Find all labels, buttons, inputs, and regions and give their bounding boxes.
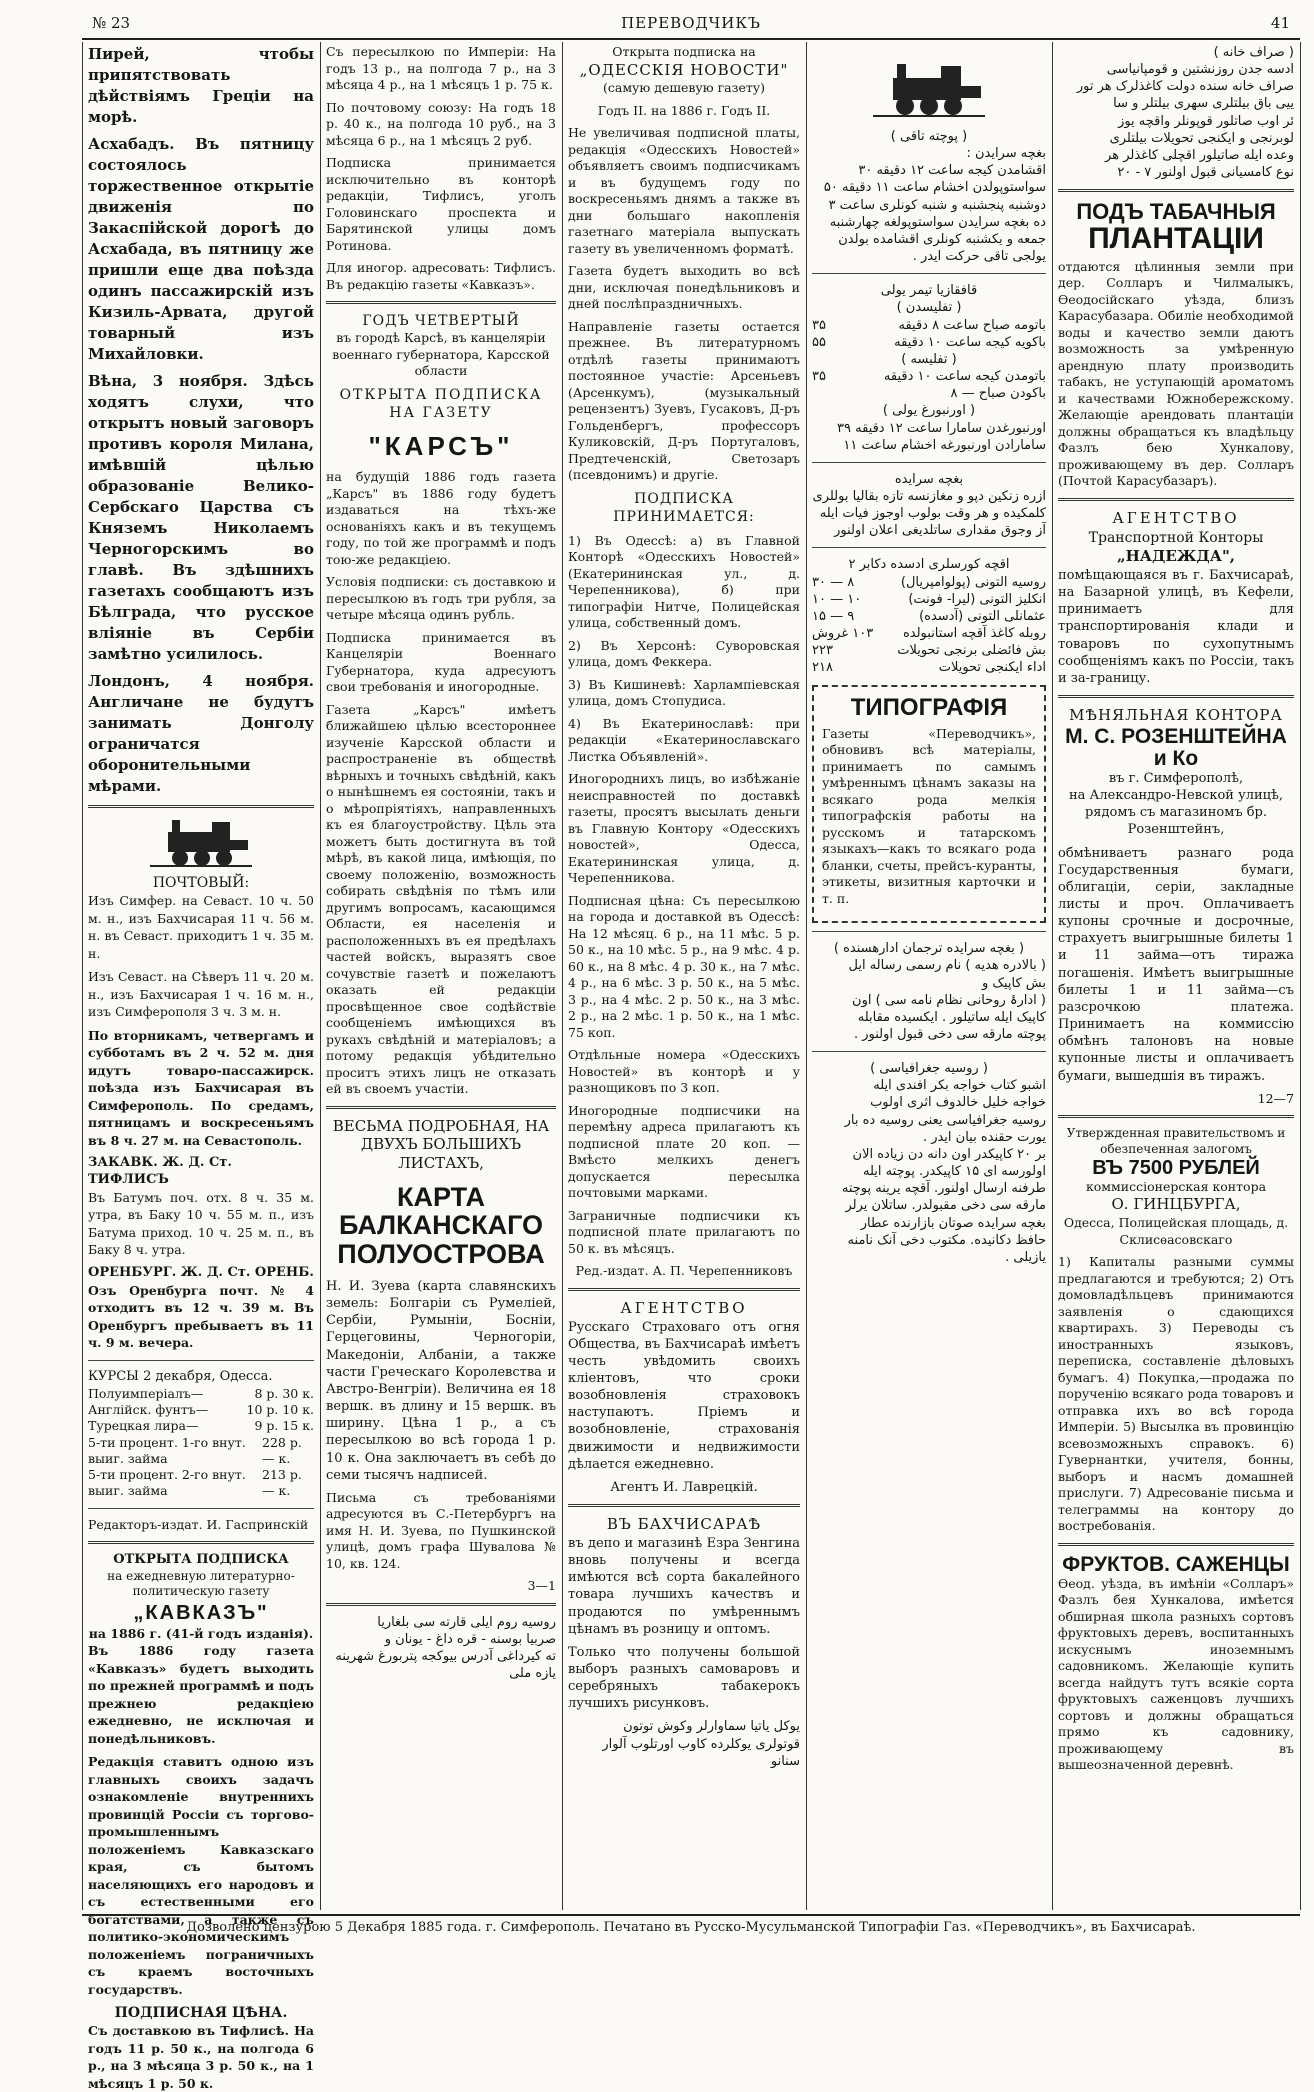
column-rule <box>562 42 563 1910</box>
kars-text-3: Подписка принимается въ Канцеляріи Военнаго Губернатора, куда адресуютъ свои требованія и иногородные. <box>326 629 556 695</box>
news-ashgabat: Асхабадъ. Въ пятницу состоялось торжественное открытіе движенія по Закаспійской дорогѣ до Асхабада, въ пятницу же пришли еще два поѣзда одинъ пассажирскій изъ Кизиль-Арвата, другой товарный изъ Михайловки. <box>88 135 314 363</box>
divider <box>88 1541 314 1544</box>
ginzburg-amount: ВЪ 7500 РУБЛЕЙ <box>1092 1156 1260 1179</box>
geography-book-line: بر ۲۰ کاپیکدر اون دانه دن زیاده الان <box>852 1146 1046 1162</box>
ginzburg-sub: коммиссіонерская контора <box>1085 1178 1267 1194</box>
currency-rate-row-value: ۱۰۳ غروش <box>812 626 874 642</box>
exchange-office-line: نوع کامسیانی قبول اولنور ۷ - ۲۰ <box>1117 165 1294 181</box>
currency-rate-row <box>812 625 1046 642</box>
transcaucasus-schedule: Въ Батумъ поч. отх. 8 ч. 35 м. утра, въ Баку 10 ч. 55 м. п., изъ Батума приход. 10 ч. 25 м. п., въ Баку 8 ч. утра. <box>88 1189 314 1258</box>
page-header <box>82 10 1300 36</box>
odessa-text-8: Заграничные подписчики къ подписной плате прилагаютъ по 50 к. въ мѣсяцъ. <box>568 1207 800 1256</box>
exchange-rate-name: 5-ти процент. 1-го внут. выиг. займа <box>88 1434 246 1466</box>
map-title: КАРТА БАЛКАНСКАГО ПОЛУОСТРОВА <box>337 1181 545 1269</box>
divider <box>326 1106 556 1109</box>
plantation-title-2: ПЛАНТАЦІИ <box>1088 222 1264 256</box>
ginzburg-text: 1) Капиталы разными суммы предлагаются и требуются; 2) Отъ домовладѣльцевъ принимаются заявленія о сдающихся квартирахъ. 3) Переводы съ иностранныхъ языковъ, переписка, составленіе дѣловыхъ бумагъ. 4) Покупка,—продажа по порученію всякаго рода товаровъ и отправка ихъ во всѣ города Имперіи. 5) Высылка въ провинцію всевозможныхъ справокъ. 6) Гувернантки, учителя, бонны, выборъ и насмъ домашней прислуги. 7) Адресованіе письма и телеграммы на контору до востребованія. <box>1058 1254 1294 1534</box>
nadezhda-text: помѣщающаяся въ г. Бахчисараѣ, на Базарной улицѣ, въ Кефели, принимаетъ для транспортированія клади и товаровъ по сухопутнымъ сообщеніямъ какъ по Россіи, такъ и за-границу. <box>1058 567 1294 686</box>
rosenstein-address: на Александро-Невской улицѣ, рядомъ съ магазиномъ бр. Розенштейнъ, <box>1069 788 1283 838</box>
divider <box>812 462 1046 463</box>
caucasus-row-text: باکودن صباح — ۸ <box>950 386 1046 402</box>
odessa-sub-3: 3) Въ Кишиневѣ: Харлампіевская улица, домъ Стопудиса. <box>568 676 800 709</box>
geography-book-line: طرفنه ارسال اولنور. آقچه یرینه پوچته <box>841 1181 1046 1197</box>
map-heading: ВЕСЬМА ПОДРОБНАЯ, НА ДВУХЪ БОЛЬШИХЪ ЛИСТАХЪ, <box>332 1116 550 1173</box>
currency-rate-row-text: روبله کاغذ آقچه استانبولده <box>902 626 1046 642</box>
transcaucasus-title: ЗАКАВК. Ж. Д. Ст. ТИФЛИСЪ <box>88 1155 232 1188</box>
divider <box>812 931 1046 932</box>
divider <box>88 805 314 808</box>
currency-rate-row-value: ۲۱۸ <box>812 660 833 676</box>
odessa-text-3: Направленіе газеты остается прежнее. Въ литературномъ отдѣлѣ газеты принимаютъ постоянное участіе: Арсеньевъ (Арсенкумъ), (музыкальный рецензентъ) Зуевъ, Гусаковъ, Д-ръ Гольденбергъ, профессоръ Куликовскій, Д-ръ Португаловъ, Предтеченскій, Светозаръ (псевдонимъ) и другіе. <box>568 318 800 483</box>
column-1 <box>88 44 314 2091</box>
divider <box>88 1360 314 1361</box>
rosenstein-heading: МѢНЯЛЬНАЯ КОНТОРА <box>1069 706 1283 724</box>
insurance-text: Русскаго Страховаго отъ огня Общества, въ Бахчисараѣ имѣетъ честь увѣдомить своихъ кліентовъ, что сроки возобновленія страховокъ наступаютъ. Пріемъ и возобновленіе, страхованія движимости и недвижимости дѣлается ежедневно. <box>568 1319 800 1472</box>
divider <box>812 1051 1046 1052</box>
postal-schedule-3: По вторникамъ, четвергамъ и субботамъ въ 2 ч. 52 м. дня идутъ товаро-пассажирск. поѣзда изъ Бахчисарая въ Симферополь. По средамъ, пятницамъ и воскресеньямъ въ 8 ч. 27 м. на Севастополь. <box>88 1027 314 1148</box>
postal-title: ПОЧТОВЫЙ: <box>152 875 250 891</box>
odessa-text-4: Иногороднихъ лицъ, во избѣжаніе неисправностей по доставкѣ газеты, просятъ высылать деньги въ Главную Контору «Одесскихъ новостей», Одесса, Екатерининская улица, д. Черепенникова. <box>568 771 800 886</box>
bakhchisaray-text-2: Только что получены большой выборъ разныхъ самоваровъ и серебряныхъ табакерокъ лучшихъ рисунковъ. <box>568 1644 800 1712</box>
post-train-line: سواستوپولدن اخشام ساعت ۱۱ دقیقه ۵۰ <box>823 180 1046 196</box>
currency-rate-row-text: انکلیز التونی (لیرا- فونت) <box>908 591 1046 607</box>
map-text-1: Н. И. Зуева (карта славянскихъ земель: Болгаріи съ Румеліей, Сербіи, Румыніи, Босніи, Герцеговины, Черногоріи, Македоніи, Албаніи, а также части Греческаго Королевства и Австро-Венгріи). Величина ея 18 вершк. въ длину и 15 вершк. въ ширину. Цѣна 1 р., а съ пересылкою во всѣ города 1 р. 10 к. Она заключаетъ въ себѣ до семи тысячъ надписей. <box>326 1279 556 1483</box>
post-train-title: ( پوچته تاقی ) <box>890 129 968 144</box>
map-number: 3—1 <box>527 1578 556 1594</box>
divider <box>1058 695 1294 698</box>
currency-rate-row-value: ۱۰ — ۱۰ <box>812 591 862 607</box>
header-rule <box>82 38 1300 40</box>
divider <box>326 301 556 304</box>
divider <box>1058 1543 1294 1546</box>
divider <box>568 1288 800 1291</box>
kavkaz-text-1: Въ 1886 году газета «Кавказъ» будетъ выходить по прежней программѣ и подъ прежнею редакціею ежедневно, не исключая и понедѣльниковъ. <box>88 1643 314 1746</box>
ginzburg-heading: Утвержденная правительствомъ и обезпеченная залогомъ <box>1066 1126 1286 1157</box>
kavkaz-address: Для иногор. адресовать: Тифлисъ. Въ редакцію газеты «Кавказъ». <box>326 260 556 292</box>
caucasus-row <box>812 385 1046 402</box>
column-rule <box>806 42 807 1910</box>
caucasus-row-value: ۵۵ <box>812 334 826 350</box>
map-tatar-1: روسیه روم ایلی قارته سی بلغاریا <box>377 1614 556 1630</box>
caucasus-row-value: ۳۵ <box>812 317 826 333</box>
divider <box>88 1508 314 1509</box>
map-text-2: Письма съ требованіями адресуются въ С.-Петербургъ на имя Н. И. Зуева, по Пушкинской улицѣ, домъ графа Шувалова № 10, кв. 124. <box>326 1489 556 1571</box>
column-4 <box>812 44 1046 1906</box>
bakhchisaray-text-1: въ депо и магазинѣ Езра Зенгина вновь получены и всегда имѣются всѣ сорта бакалейного товара лучшихъ качествъ и продаются по умѣреннымъ цѣнамъ въ розницу и оптомъ. <box>568 1535 800 1637</box>
caucasus-schedule-1 <box>812 317 1046 351</box>
currency-rate-row <box>812 591 1046 608</box>
divider <box>1058 189 1294 192</box>
currency-rate-row-value: ۲۲۳ <box>812 643 833 659</box>
caucasus-from-tiflis: ( تفلیسدن ) <box>896 300 962 316</box>
translator-office-line: ( ادارۂ روحانی نظام نامه سی ) اون <box>852 992 1046 1008</box>
currency-rate-row <box>812 574 1046 591</box>
post-train-line: جمعه و یکشنبه کونلری اقشامده بولدن <box>838 231 1046 247</box>
geography-book-line: اشبو کتاب خواجه بکر افندی ایله <box>873 1078 1046 1094</box>
kars-text-1: на будущій 1886 годъ газета „Карсъ" въ 1886 году будетъ издаваться на тѣхъ-же основаніяхъ какъ и въ текущемъ году, по той же программѣ и подъ тою-же редакціею. <box>326 469 556 567</box>
fruit-text: Ѳеод. уѣзда, въ имѣніи «Солларъ» Фазлъ бея Хункалова, имѣется обширная школа разныхъ сортовъ фруктовыхъ деревъ, воспитанныхъ искуснымъ иноземнымъ садовникомъ. Желающіе купить всегда найдутъ тутъ всякіе сорта фруктовыхъ саженцовъ лучшихъ сортовъ и должны обращаться прямо къ садовнику, проживающему въ вышеозначенной деревнѣ. <box>1058 1575 1294 1773</box>
exchange-rate-name: Англійск. фунтъ— <box>88 1402 209 1417</box>
typography-text: Газеты «Переводчикъ», обновивъ всѣ матеріалы, принимаетъ по самымъ умѣреннымъ цѣнамъ заказы на всякаго рода мелкія типографскія работы на русскомъ и татарскомъ языкахъ—какъ то всякаго рода бланки, счеты, прейсъ-куранты, этикеты, визитныя карточки и т. п. <box>822 725 1036 906</box>
caucasus-row-value: ۳۵ <box>812 369 826 385</box>
postal-schedule-1: Изъ Симфер. на Севаст. 10 ч. 50 м. н., изъ Бахчисарая 11 ч. 56 м. н. въ Севаст. приходитъ 1 ч. 35 м. н. <box>88 893 314 961</box>
price-text: Съ доставкою въ Тифлисѣ. На годъ 11 р. 50 к., на полгода 6 р., на 3 мѣсяца 3 р. 50 к., на 1 мѣсяцъ 1 р. 50 к. <box>88 2023 314 2091</box>
bakhchisaray-notice: ازره زنکین دپو و مغازنسه تازه بقالیا بوللری کلمکیده و هر وقت بولوب اوجوز فیات ایله آز وجوق مقداری ساتلدیغی اعلان اولنور <box>812 488 1046 539</box>
kars-year: ГОДЪ ЧЕТВЕРТЫЙ <box>362 313 520 329</box>
geography-book-line: بغچه سرایده صوتان بازارنده عطار <box>860 1215 1046 1231</box>
caucasus-row-text: باتومه صباح ساعت ۸ دقیقه <box>898 317 1046 333</box>
orenburg-title: ОРЕНБУРГ. Ж. Д. Ст. ОРЕНБ. <box>88 1264 314 1280</box>
currency-rate-row <box>812 608 1046 625</box>
nadezhda-sub: Транспортной Конторы <box>1088 529 1264 546</box>
column-2 <box>326 44 556 1906</box>
translator-office-line: بش کاپیک و <box>981 975 1046 991</box>
kavkaz-text-2: Редакція ставитъ одною изъ главныхъ своихъ задачъ ознакомленіе внутреннихъ провинцій Россіи съ торгово-промышленнымъ положеніемъ Кавказскаго края, съ бытомъ населяющихъ его народовъ и съ естественными его богатствами, а также съ политико-экономическимъ положеніемъ пограничныхъ съ краемъ восточныхъ государствъ. <box>88 1754 314 1997</box>
orenburg-rail-schedule <box>812 420 1046 454</box>
exchange-rate-row <box>88 1418 314 1434</box>
divider <box>326 1603 556 1606</box>
kavkaz-subheading: на ежедневную литературно-политическую газету <box>107 1568 295 1599</box>
exchange-rate-row <box>88 1386 314 1402</box>
newspaper-title: ПЕРЕВОДЧИКЪ <box>621 14 761 32</box>
currency-rates-title: اقچه کورسلری ادسده دکابر ۲ <box>848 557 1010 573</box>
kavkaz-subscription: Подписка принимается исключительно въ конторѣ редакціи, Тифлисъ, уголъ Головинскаго проспекта и Барятинской улицы домъ Ротинова. <box>326 155 556 253</box>
translator-office-line: کاپیک ایله ساتیلور . ایکسیده مقابله <box>857 1009 1046 1025</box>
currency-rate-row-value: ۸ — ۳۰ <box>812 574 855 590</box>
nadezhda-name: „НАДЕЖДА", <box>1116 547 1236 566</box>
divider <box>1058 1115 1294 1118</box>
news-greece: Пирей, чтобы припятствовать дѣйствіямъ Греціи на морѣ. <box>88 45 314 126</box>
caucasus-rail-title: قافقازیا تیمر یولی <box>880 283 978 299</box>
odessa-text-5: Подписная цѣна: Съ пересылкою на города и доставкой въ Одессѣ: На 12 мѣсяц. 6 р., на 11 мѣс. 5 р. 50 к., на 10 мѣс. 5 р., на 9 мѣс. 4 р. 60 к., на 8 мѣс. 4 р. 30 к., на 7 мѣс. 4 р., на 6 мѣс. 3 р. 50 к., на 5 мѣс. 3 р., на 4 мѣс. 2 р. 50 к., на 3 мѣс. 2 р., на 2 мѣс. 1 р. 50 к., на 1 мѣс. 75 коп. <box>568 892 800 1040</box>
geography-book-line: خواجه خلیل خالدوف اثری اولوب <box>870 1095 1046 1111</box>
kars-text-4: Газета „Карсъ" имѣетъ ближайшею цѣлью всестороннее изученіе Карсской области и распространеніе въ обществѣ вѣрныхъ и точныхъ свѣдѣній, какъ о нынѣшнемъ ея состояніи, такъ и о мѣропріятіяхъ, направленныхъ къ ея благоустройству. Цѣль эта можетъ быть достигнута въ той мѣрѣ, въ какой лица, имѣющія, по своему положенію, возможность собирать свѣдѣнія по тѣмъ или другимъ вопросамъ, касающимся Области, ея населенія и расположенныхъ въ ея предѣлахъ частей войскъ, выразятъ свое сочувствіе газетѣ и пожелаютъ оказать ей редакціи просвѣщенное свое содѣйствіе сообщеніемъ имѣющихся въ рукахъ свѣдѣній и матеріаловъ; а потому редакція убѣдительно проситъ этихъ лицъ не отказать ей въ своемъ участіи. <box>326 701 556 1097</box>
exchange-office-line: صراف خانه سنده دولت کاغذلرک هر تور <box>1076 79 1294 95</box>
exchange-office-line: وعده ایله صاتیلور اقچلی کاغذلر هر <box>1105 147 1294 163</box>
divider <box>812 273 1046 274</box>
kars-intro: въ городѣ Карсѣ, въ канцеляріи военнаго губернатора, Карсской области <box>332 330 550 379</box>
plantation-title: ПОДЪ ТАБАЧНЫЯ <box>1076 199 1276 225</box>
exchange-office-tatar <box>1058 44 1294 181</box>
caucasus-row-text: باکویه کیجه ساعت ۱۰ دقیقه <box>894 334 1046 350</box>
odessa-sub-2: 2) Въ Херсонѣ: Суворовская улица, домъ Феккера. <box>568 637 800 670</box>
column-rule <box>82 42 83 1910</box>
odessa-text-7: Иногородные подписчики на перемѣну адреса прилагаютъ къ подписной плате 20 коп. — Вмѣсто мелкихъ денегъ допускается пересылка почтовыми марками. <box>568 1102 800 1201</box>
exchange-rate-value: 10 р. 10 к. <box>246 1402 314 1417</box>
kavkaz-empire-price: Съ пересылкою по Имперіи: На годъ 13 р., на полгода 7 р., на 3 мѣсяца 4 р., на 1 мѣсяцъ 1 р. 75 к. <box>326 44 556 92</box>
map-tatar-2: صربیا بوسنه - قره داغ - یونان و <box>384 1632 556 1648</box>
currency-rate-row-value: ۹ — ۱۵ <box>812 608 855 624</box>
exchange-rate-value: 8 р. 30 к. <box>254 1385 314 1401</box>
postal-schedule-2: Изъ Севаст. на Сѣверъ 11 ч. 20 м. н., изъ Бахчисарая 1 ч. 16 м. н., изъ Симферополя 3 ч. 3 м. н. <box>88 969 314 1020</box>
price-title: ПОДПИСНАЯ ЦѢНА. <box>114 2005 288 2022</box>
typography-ad <box>812 685 1046 924</box>
odessa-sub: (самую дешевую газету) <box>603 80 765 96</box>
exchange-office-line: لوبرنجی و ایکنجی تحویلات بیلتلری <box>1109 130 1294 146</box>
caucasus-row <box>812 317 1046 334</box>
bakhchisaray-tatar-2: قوتولری یوکلرده کاوب اورتلوب آلوار <box>602 1736 800 1752</box>
censorship-footer: Дозволено цензурою 5 Декабря 1885 года. г. Симферополь. Печатано въ Русско-Мусульманской Типографіи Газ. «Переводчикъ», въ Бахчисараѣ. <box>82 1914 1300 1935</box>
exchange-rate-name: Полуимперіалъ— <box>88 1385 204 1401</box>
geography-book-line: یازیلی . <box>1005 1249 1046 1265</box>
plantation-text: отдаются цѣлинныя земли при дер. Солларъ и Чилмалыкъ, Ѳеодосійскаго уѣзда, близъ Карасубазара. Обиліе необходимой воды и качество земли даютъ возможность за умѣренную арендную плату производить табакъ, не уступающій ароматомъ и качествами Южнобережскому. Желающіе арендовать плантаціи должны обращаться къ владѣльцу Фазлъ бею Хункалову, проживающему въ дер. Солларъ (Почтой Карасубазаръ). <box>1058 258 1294 489</box>
orenburg-rail-line: سامارادن اورنبورغه اخشام ساعت ۱۱ <box>843 437 1046 453</box>
currency-rate-row <box>812 659 1046 676</box>
bakhchisaray-title: ВЪ БАХЧИСАРАѢ <box>606 1515 762 1534</box>
geography-book-line: حافظ دکانیده. مکتوب دخی آنک نامنه <box>847 1232 1046 1248</box>
geography-book-line: مارقه سی دخی مقبولدر. ساتلان یرلر <box>845 1198 1046 1214</box>
geography-book-line: اولورسه ای ۱۵ کاپیکدر. پوچته ایله <box>862 1164 1046 1180</box>
translator-office-text <box>812 957 1046 1043</box>
divider <box>568 1504 800 1507</box>
map-tatar-3: ته کیرداغی آدرس بیوکجه پتربورغ شهرینه <box>335 1649 556 1665</box>
bakhchisaray-tatar-1: یوکل یاتیا سماوارلر وکوش توتون <box>623 1719 800 1735</box>
exchange-office-line: ادسه جدن روزنشتین و قومپانیاسی <box>1106 62 1294 78</box>
news-london: Лондонъ, 4 ноября. Англичане не будутъ занимать Донголу ограничатся оборонительными мѣрами. <box>88 672 314 795</box>
orenburg-rail-title: ( اورنبورغ یولی ) <box>882 403 976 419</box>
odessa-sub-1: 1) Въ Одессѣ: а) въ Главной Конторѣ «Одесскихъ Новостей» (Екатерининская ул., д. Черепенникова), б) при типографіи Нитче, Полицейская улица, собственный домъ. <box>568 532 800 631</box>
caucasus-row <box>812 334 1046 351</box>
exchange-rates-list <box>88 1386 314 1500</box>
geography-book-text <box>812 1077 1046 1266</box>
issue-number: № 23 <box>92 14 131 32</box>
divider <box>1058 498 1294 501</box>
locomotive-icon <box>869 58 989 118</box>
exchange-rate-value: 228 р. — к. <box>262 1434 302 1466</box>
currency-rate-row-text: عثمانلی التونی (آدسده) <box>919 608 1046 624</box>
column-3 <box>568 44 800 1906</box>
caucasus-row <box>812 368 1046 385</box>
odessa-name: „ОДЕССКІЯ НОВОСТИ" <box>579 60 789 79</box>
exchange-rate-row <box>88 1467 314 1500</box>
post-train-line: ده بغچه سرایدن سواستوپولغه چهارشنبه <box>829 214 1046 230</box>
odessa-subscription-head: ПОДПИСКА ПРИНИМАЕТСЯ: <box>613 490 755 526</box>
post-train-line: اقشامدن کیجه ساعت ۱۲ دقیقه ۳۰ <box>858 163 1046 179</box>
page-number: 41 <box>1270 14 1290 32</box>
fruit-title: ФРУКТОВ. САЖЕНЦЫ <box>1062 1552 1290 1576</box>
exchange-rates-title: КУРСЫ 2 декабря, Одесса. <box>88 1368 273 1384</box>
post-train-line: یولجی تاقی حرکت ایدر . <box>912 249 1046 265</box>
currency-rate-row-text: بش فائضلی برنجی تحویلات <box>897 643 1046 659</box>
map-tatar-4: یازه ملی <box>509 1666 556 1682</box>
typography-title: ТИПОГРАФІЯ <box>850 693 1008 721</box>
locomotive-icon <box>146 816 256 868</box>
odessa-year: Годъ II. на 1886 г. Годъ II. <box>597 102 771 118</box>
editor-line: Редакторъ-издат. И. Гаспринскій <box>88 1516 309 1532</box>
kavkaz-union-price: По почтовому союзу: На годъ 18 р. 40 к., на полгода 10 руб., на 3 мѣсяца 6 р., на 1 мѣсяцъ 2 руб. <box>326 99 556 148</box>
insurance-title: АГЕНТСТВО <box>620 1298 748 1317</box>
bakhchisaray-notice-title: بغچه سرایده <box>894 471 964 487</box>
insurance-signature: Агентъ И. Лаврецкій. <box>610 1479 758 1495</box>
kavkaz-year: на 1886 г. (41-й годъ изданія). <box>88 1625 314 1641</box>
geography-book-title: ( روسیه جغرافیاسی ) <box>870 1061 988 1077</box>
orenburg-rail-line: اورنبورغدن سامارا ساعت ۱۲ دقیقه ۳۹ <box>837 420 1046 436</box>
column-5 <box>1058 44 1294 1906</box>
post-train-line: دوشنبه پنجشنبه و شنبه کونلری ساعت ۳ <box>828 197 1046 213</box>
column-rule <box>320 42 321 1910</box>
rosenstein-number: 12—7 <box>1257 1090 1294 1106</box>
kars-name: "КАРСЪ" <box>368 430 514 461</box>
exchange-rate-row <box>88 1402 314 1418</box>
post-train-schedule <box>812 145 1046 265</box>
odessa-heading: Открыта подписка на <box>612 44 756 59</box>
translator-office-line: پوچته مارقه سی دخی قبول اولنور . <box>853 1027 1046 1042</box>
exchange-rate-row <box>88 1435 314 1468</box>
geography-book-line: روسیه جغرافیاسی یعنی روسیه ده بار <box>844 1112 1046 1128</box>
exchange-office-line: ( صراف خانه ) <box>1213 45 1294 60</box>
caucasus-schedule-2 <box>812 368 1046 402</box>
odessa-sub-4: 4) Въ Екатеринославѣ: при редакціи «Екатеринославскаго Листка Объявленій». <box>568 715 800 764</box>
exchange-rate-value: 213 р. — к. <box>262 1467 302 1499</box>
ginzburg-address: Одесса, Полицейская площадь, д. Склисѳасовскаго <box>1063 1215 1289 1247</box>
post-train-line: بغچه سرایدن : <box>966 146 1046 162</box>
translator-office-title: ( بغچه سرایده ترجمان ادارهسنده ) <box>833 941 1025 957</box>
odessa-text-1: Не увеличивая подписной платы, редакція «Одесскихъ Новостей» объявляетъ своимъ подписчикамъ и въ будущемъ году по воскресеньямъ днямъ а также въ дни большаго накопленія газетнаго матеріала выпускать газету въ увеличенномъ форматѣ. <box>568 125 800 256</box>
column-rule <box>1300 42 1301 1910</box>
translator-office-line: ( بالادره هدیه ) نام رسمی رساله ایل <box>848 958 1046 974</box>
ginzburg-name: О. ГИНЦБУРГА, <box>1111 1195 1241 1214</box>
geography-book-line: یورت حقنده بیان ایدر . <box>922 1129 1046 1145</box>
exchange-office-line: ییی باق بیلتلری سهری بیلتلر و سا <box>1113 96 1294 112</box>
exchange-rate-name: 5-ти процент. 2-го внут. выиг. займа <box>88 1467 246 1499</box>
column-rule <box>1052 42 1053 1910</box>
nadezhda-title: АГЕНТСТВО <box>1112 508 1240 527</box>
kavkaz-heading: ОТКРЫТА ПОДПИСКА <box>113 1551 289 1567</box>
exchange-rate-name: Турецкая лира— <box>88 1418 199 1434</box>
currency-rate-row-text: اداء ایکنجی تحویلات <box>938 660 1046 676</box>
orenburg-schedule: Озъ Оренбурга почт. № 4 отходитъ въ 12 ч. 39 м. Въ Оренбургъ пребываетъ въ 11 ч. 9 м. вечера. <box>88 1282 314 1351</box>
currency-rate-row <box>812 642 1046 659</box>
currency-rates-list <box>812 574 1046 677</box>
bakhchisaray-tatar-3: سنانو <box>770 1753 800 1769</box>
caucasus-to-tiflis: ( تفلیسه ) <box>901 351 957 367</box>
currency-rate-row-text: روسیه التونی (پولوامپریال) <box>900 574 1046 590</box>
exchange-office-line: ئر اوب صاتلور قوپونلر واقچه یوز <box>1118 113 1294 129</box>
rosenstein-text: обмѣниваетъ разнаго рода Государственныя бумаги, облигаціи, серіи, закладные листы и проч. Оплачиваетъ купоны срочные и досрочные, страхуетъ выигрышные билеты 1 и 11 займа—отъ тиража погашенія. Имѣетъ выигрышные билеты 1 и 11 займа—съ разсрочкою платежа. Принимаетъ на коммиссію обмѣнъ талоновъ на новые купонные листы и оплачиваетъ бумаги, вышедшія въ тиражъ. <box>1058 845 1294 1084</box>
rosenstein-city: въ г. Симферополѣ, <box>1108 770 1244 786</box>
odessa-text-6: Отдѣльные номера «Одесскихъ Новостей» въ конторѣ и у разнощиковъ по 3 коп. <box>568 1047 800 1096</box>
exchange-rate-value: 9 р. 15 к. <box>254 1418 314 1434</box>
kars-text-2: Условія подписки: съ доставкою и пересылкою въ годъ три рубля, за четыре мѣсяца одинъ рубль. <box>326 574 556 623</box>
odessa-text-2: Газета будетъ выходить во всѣ дни, исключая понедѣльниковъ и дней послѣпраздничныхъ. <box>568 263 800 312</box>
rosenstein-name: М. С. РОЗЕНШТЕЙНА и Ко <box>1065 724 1287 770</box>
kars-open: ОТКРЫТА ПОДПИСКА НА ГАЗЕТУ <box>339 386 543 422</box>
caucasus-row-text: باتومدن کیجه ساعت ۱۰ دقیقه <box>883 369 1046 385</box>
news-vienna: Вѣна, 3 ноября. Здѣсь ходятъ слухи, что открытъ новый заговоръ противъ короля Милана, имѣвшій цѣлью образованіе Велико-Сербскаго Царства съ Княземъ Николаемъ Черногорскимъ во главѣ. Въ здѣшнихъ газетахъ сообщаютъ изъ Бѣлграда, что русское вліяніе въ Сербіи замѣтно усилилось. <box>88 372 314 663</box>
odessa-signature: Ред.-издат. А. П. Черепенниковъ <box>575 1263 793 1279</box>
divider <box>812 547 1046 548</box>
kavkaz-name: „КАВКАЗЪ" <box>133 1601 269 1624</box>
